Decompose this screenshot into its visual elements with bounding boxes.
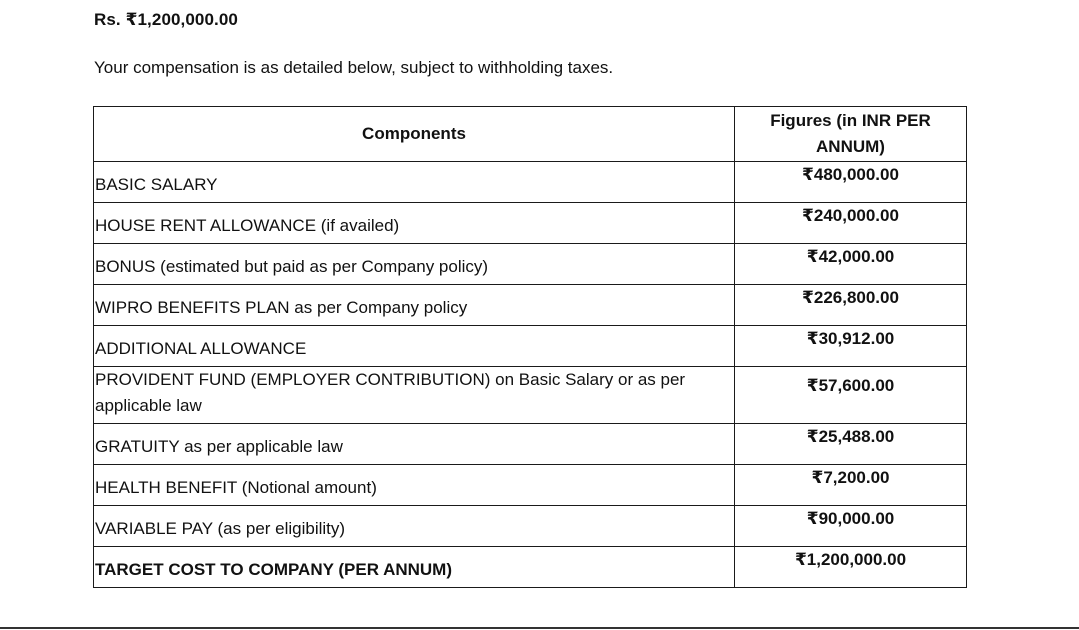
table-row — [94, 244, 967, 285]
component-label: PROVIDENT FUND (EMPLOYER CONTRIBUTION) on Basic Salary or as per applicable law — [94, 367, 735, 424]
component-label: HEALTH BENEFIT (Notional amount) — [94, 465, 735, 506]
component-figure: ₹240,000.00 — [735, 203, 967, 244]
compensation-intro: Your compensation is as detailed below, subject to withholding taxes. — [94, 58, 614, 77]
table-row — [94, 465, 967, 506]
component-label: ADDITIONAL ALLOWANCE — [94, 326, 735, 367]
compensation-amount: Rs. ₹1,200,000.00 — [94, 10, 238, 29]
component-label: WIPRO BENEFITS PLAN as per Company policy — [94, 285, 735, 326]
component-label: BONUS (estimated but paid as per Company policy) — [94, 244, 735, 285]
table-row — [94, 506, 967, 547]
column-header-components: Components — [94, 107, 735, 162]
table-row — [94, 367, 967, 424]
table-row — [94, 424, 967, 465]
total-label: TARGET COST TO COMPANY (PER ANNUM) — [94, 547, 735, 588]
component-figure: ₹480,000.00 — [735, 162, 967, 203]
table-row — [94, 162, 967, 203]
component-figure: ₹226,800.00 — [735, 285, 967, 326]
component-figure: ₹90,000.00 — [735, 506, 967, 547]
component-label: BASIC SALARY — [94, 162, 735, 203]
component-figure: ₹25,488.00 — [735, 424, 967, 465]
bottom-divider — [0, 627, 1079, 629]
component-label: HOUSE RENT ALLOWANCE (if availed) — [94, 203, 735, 244]
table-row-total — [94, 547, 967, 588]
component-figure: ₹30,912.00 — [735, 326, 967, 367]
table-row — [94, 203, 967, 244]
total-figure: ₹1,200,000.00 — [735, 547, 967, 588]
column-header-figures: Figures (in INR PER ANNUM) — [735, 107, 967, 162]
component-figure: ₹42,000.00 — [735, 244, 967, 285]
component-figure: ₹57,600.00 — [735, 367, 967, 424]
compensation-table — [93, 106, 967, 588]
table-row — [94, 285, 967, 326]
component-figure: ₹7,200.00 — [735, 465, 967, 506]
table-row — [94, 326, 967, 367]
table-header-row — [94, 107, 967, 162]
component-label: GRATUITY as per applicable law — [94, 424, 735, 465]
component-label: VARIABLE PAY (as per eligibility) — [94, 506, 735, 547]
